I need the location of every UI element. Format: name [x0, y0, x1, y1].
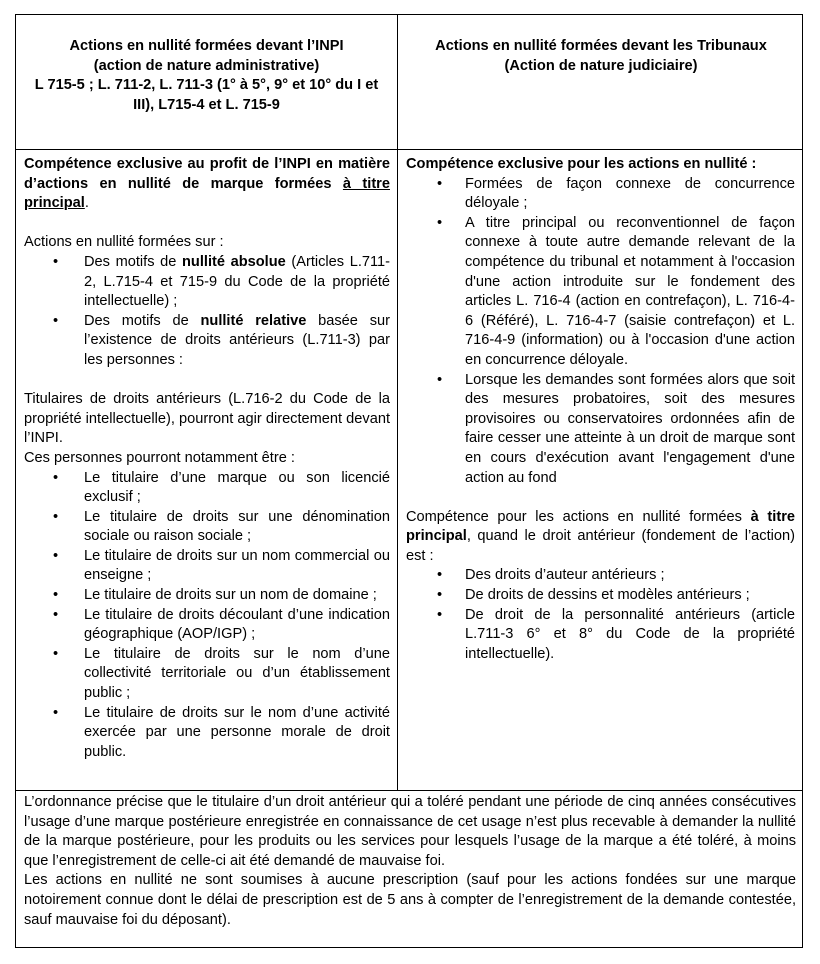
list-item: • Des motifs de nullité relative basée sur l’existence de droits antérieurs (L.711-3) par les personnes : [24, 312, 390, 371]
header-left-title: Actions en nullité formées devant l’INPI [69, 38, 344, 54]
droits-list [406, 566, 795, 664]
list-item: • Le titulaire de droits sur un nom commercial ou enseigne ; [24, 547, 390, 586]
personnes-list [24, 469, 390, 763]
footer-para-prescription: Les actions en nullité ne sont soumises à aucune prescription (sauf pour les actions fondées sur une marque notoirement connue dont le délai de prescription est de 5 ans à compter de l’enregistrement de la demande contestée, sauf mauvaise foi du déposant). [24, 872, 796, 928]
list-item: • Le titulaire d’une marque ou son licencié exclusif ; [24, 469, 390, 508]
list-item: • Le titulaire de droits sur une dénomination sociale ou raison sociale ; [24, 508, 390, 547]
principal-text: Compétence pour les actions en nullité formées à titre principal, quand le droit antérieur (fondement de l’action) est : [406, 508, 795, 564]
left-intro [24, 155, 390, 214]
header-left [23, 37, 390, 115]
list-item: • Lorsque les demandes sont formées alors que soit des mesures probatoires, soit des mesures provisoires ou conservatoires ordonnées afin de faire cesser une atteinte à un droit de marque sont en cours d'exécution avant l'engagement d'une action au fond [406, 371, 795, 489]
header-left-articles: L 715-5 ; L. 711-2, L. 711-3 (1° à 5°, 9° et 10° du I et III), L715-4 et L. 715-9 [34, 77, 379, 113]
list-item: • De droit de la personnalité antérieurs (article L.711-3 6° et 8° du Code de la propriété intellectuelle). [406, 606, 795, 665]
comparison-table [15, 14, 803, 948]
list-item: • Le titulaire de droits découlant d’une indication géographique (AOP/IGP) ; [24, 606, 390, 645]
list-item: • Formées de façon connexe de concurrence déloyale ; [406, 175, 795, 214]
list-item: • Le titulaire de droits sur le nom d’une activité exercée par une personne morale de droit public. [24, 704, 390, 763]
header-right [402, 37, 800, 76]
header-right-subtitle: (Action de nature judiciaire) [504, 57, 698, 74]
list-item: • De droits de dessins et modèles antérieurs ; [406, 586, 795, 606]
header-left-subtitle: (action de nature administrative) [93, 57, 320, 74]
column-divider [397, 15, 398, 790]
personnes-title: Ces personnes pourront notamment être : [24, 449, 295, 466]
motifs-list [24, 253, 390, 371]
list-item: • Le titulaire de droits sur le nom d’une collectivité territoriale ou d’un établissement public ; [24, 645, 390, 704]
left-column [24, 155, 390, 762]
list-item: • Le titulaire de droits sur un nom de domaine ; [24, 586, 390, 606]
list-item: • A titre principal ou reconventionnel de façon connexe à toute autre demande relevant de la compétence du tribunal et notamment à l'occasion d'une action introduite sur le fondement des articles L. 716-4 (action en contrefaçon), L. 716-4-6 (Référé), L. 716-4-7 (saisie contrefaçon) et L. 716-4-9 (information) ou à l'occasion d'une action en concurrence déloyale. [406, 214, 795, 371]
competence-list [406, 175, 795, 489]
header-right-title: Actions en nullité formées devant les Tribunaux [435, 38, 767, 54]
left-intro-end: . [84, 195, 89, 212]
footer-notes [24, 793, 796, 930]
left-intro-underline: à titre principal [24, 175, 390, 212]
titulaires-text: Titulaires de droits antérieurs (L.716-2 du Code de la propriété intellectuelle), pourront agir directement devant l’INPI. [24, 391, 390, 447]
footer-divider [16, 790, 802, 791]
right-column [406, 155, 795, 664]
right-intro: Compétence exclusive pour les actions en nullité : [406, 156, 757, 172]
header-divider [16, 149, 802, 150]
actions-title: Actions en nullité formées sur : [24, 234, 224, 251]
footer-para-tolerance: L’ordonnance précise que le titulaire d’un droit antérieur qui a toléré pendant une période de cinq années consécutives l’usage d’une marque postérieure enregistrée en connaissance de cet usage n’est plus recevable à demander la nullité de la marque postérieure, pour les produits ou les services pour lesquels l’usage de la marque a été toléré, à moins que l’enregistrement de celle-ci ait été demandé de mauvaise foi. [24, 794, 796, 869]
list-item: • Des motifs de nullité absolue (Articles L.711-2, L.715-4 et 715-9 du Code de la propriété intellectuelle) ; [24, 253, 390, 312]
left-intro-bold: Compétence exclusive au profit de l’INPI en matière d’actions en nullité de marque formées [24, 156, 390, 192]
list-item: • Des droits d’auteur antérieurs ; [406, 566, 795, 586]
